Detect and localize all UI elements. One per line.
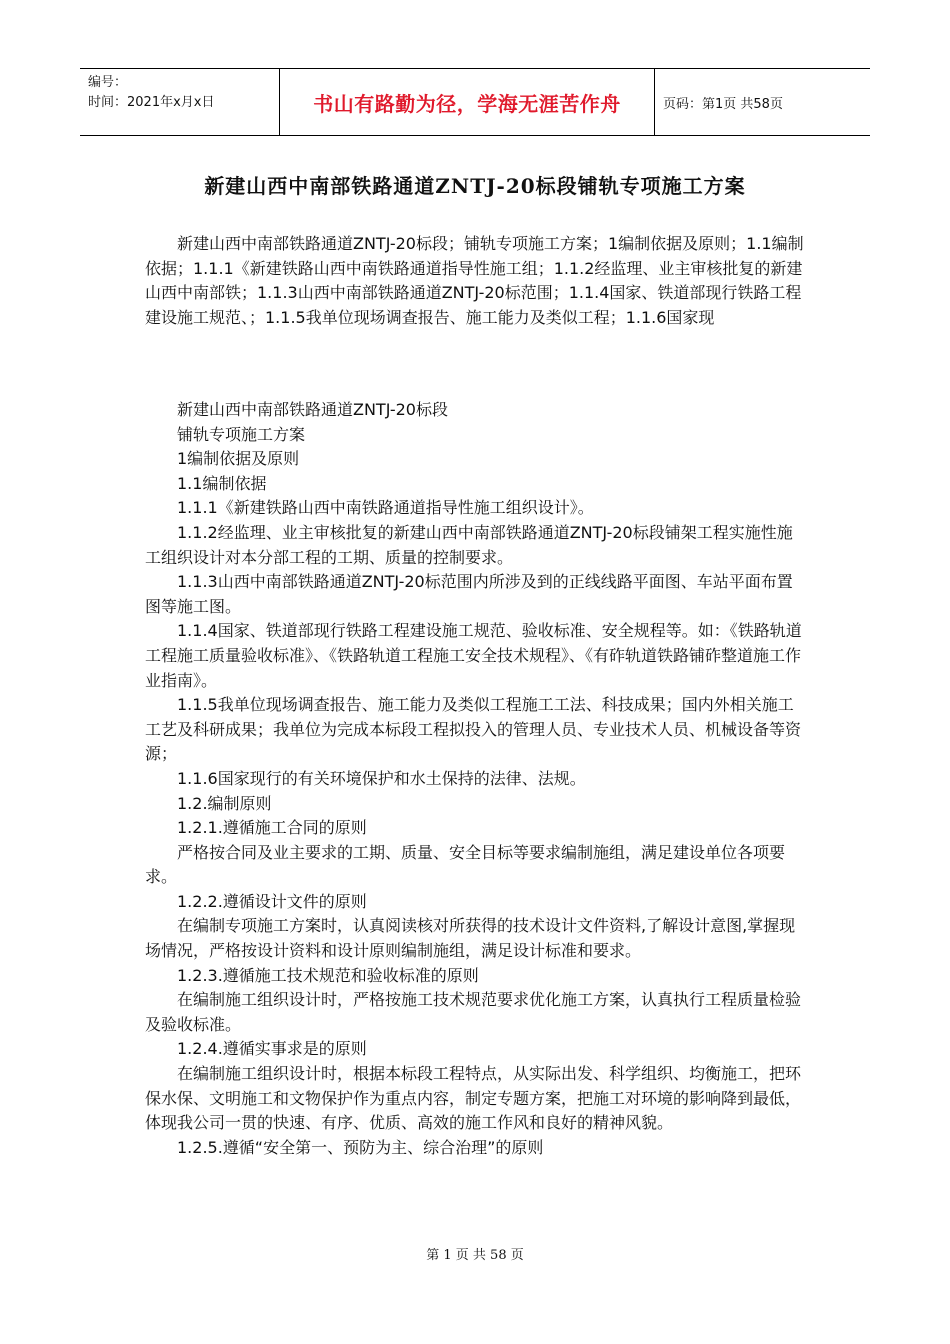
paragraph: 1.1.2经监理、业主审核批复的新建山西中南部铁路通道ZNTJ-20标段铺架工程实施性施工组织设计对本分部工程的工期、质量的控制要求。 [145, 522, 793, 567]
paragraph: 1.1.3山西中南部铁路通道ZNTJ-20标范围内所涉及到的正线线路平面图、车站平面布置图等施工图。 [145, 572, 793, 616]
summary-section [145, 232, 805, 330]
paragraph: 1.2.4.遵循实事求是的原则 [177, 1039, 367, 1059]
paragraph: 1.2.1.遵循施工合同的原则 [177, 818, 367, 838]
header-motto: 书山有路勤为径，学海无涯苦作舟 [313, 91, 621, 116]
paragraph: 1.2.2.遵循设计文件的原则 [177, 891, 367, 911]
paragraph: 1.2.编制原则 [177, 793, 272, 813]
paragraph: 1.1.4国家、铁道部现行铁路工程建设施工规范、验收标准、安全规程等。如：《铁路轨道工程施工质量验收标准》、《铁路轨道工程施工安全技术规程》、《有砟轨道铁路铺砟整道施工作业指南》。 [145, 621, 802, 690]
page-info: 页码：第1页 共58页 [663, 96, 783, 112]
document-number: 编号： [88, 75, 128, 90]
paragraph: 1.1.1《新建铁路山西中南铁路通道指导性施工组织设计》。 [177, 498, 594, 518]
paragraph: 1.1.6国家现行的有关环境保护和水土保持的法律、法规。 [177, 768, 586, 788]
document-body [145, 398, 805, 1160]
document-title: 新建山西中南部铁路通道ZNTJ-20标段铺轨专项施工方案 [204, 174, 746, 198]
paragraph: 严格按合同及业主要求的工期、质量、安全目标等要求编制施组，满足建设单位各项要求。 [145, 842, 786, 887]
header-page-info [655, 69, 870, 135]
paragraph: 在编制施工组织设计时，根据本标段工程特点，从实际出发、科学组织、均衡施工，把环保水保、文明施工和文物保护作为重点内容，制定专题方案，把施工对环境的影响降到最低，体现我公司一贯的快速、有序、优质、高效的施工作风和良好的精神风貌。 [145, 1064, 802, 1133]
paragraph: 在编制专项施工方案时，认真阅读核对所获得的技术设计文件资料,了解设计意图,掌握现场情况，严格按设计资料和设计原则编制施组，满足设计标准和要求。 [145, 916, 796, 961]
paragraph: 1.1编制依据 [177, 473, 267, 493]
document-date: 时间：2021年x月x日 [88, 95, 215, 110]
page-header [80, 68, 870, 136]
paragraph: 1.2.3.遵循施工技术规范和验收标准的原则 [177, 965, 479, 985]
paragraph: 铺轨专项施工方案 [177, 424, 306, 444]
paragraph: 新建山西中南部铁路通道ZNTJ-20标段 [177, 400, 448, 419]
paragraph: 1编制依据及原则 [177, 449, 300, 469]
paragraph: 在编制施工组织设计时，严格按施工技术规范要求优化施工方案，认真执行工程质量检验及验收标准。 [145, 990, 802, 1034]
summary-paragraph: 新建山西中南部铁路通道ZNTJ-20标段；铺轨专项施工方案；1编制依据及原则；1.1编制依据；1.1.1《新建铁路山西中南铁路通道指导性施工组；1.1.2经监理、业主审核批复的新建山西中南部铁；1.1.3山西中南部铁路通道ZNTJ-20标范围；1.1.4国家、铁道部现行铁路工程建设施工规范、；1.1.5我单位现场调查报告、施工能力及类似工程；1.1.6国家现 [145, 234, 804, 327]
header-meta [80, 69, 280, 135]
header-motto-cell [280, 69, 655, 135]
page-footer: 第 1 页 共 58 页 [426, 1248, 524, 1263]
paragraph: 1.1.5我单位现场调查报告、施工能力及类似工程施工工法、科技成果；国内外相关施工工艺及科研成果；我单位为完成本标段工程拟投入的管理人员、专业技术人员、机械设备等资源； [145, 695, 802, 764]
paragraph: 1.2.5.遵循“安全第一、预防为主、综合治理”的原则 [177, 1137, 544, 1157]
